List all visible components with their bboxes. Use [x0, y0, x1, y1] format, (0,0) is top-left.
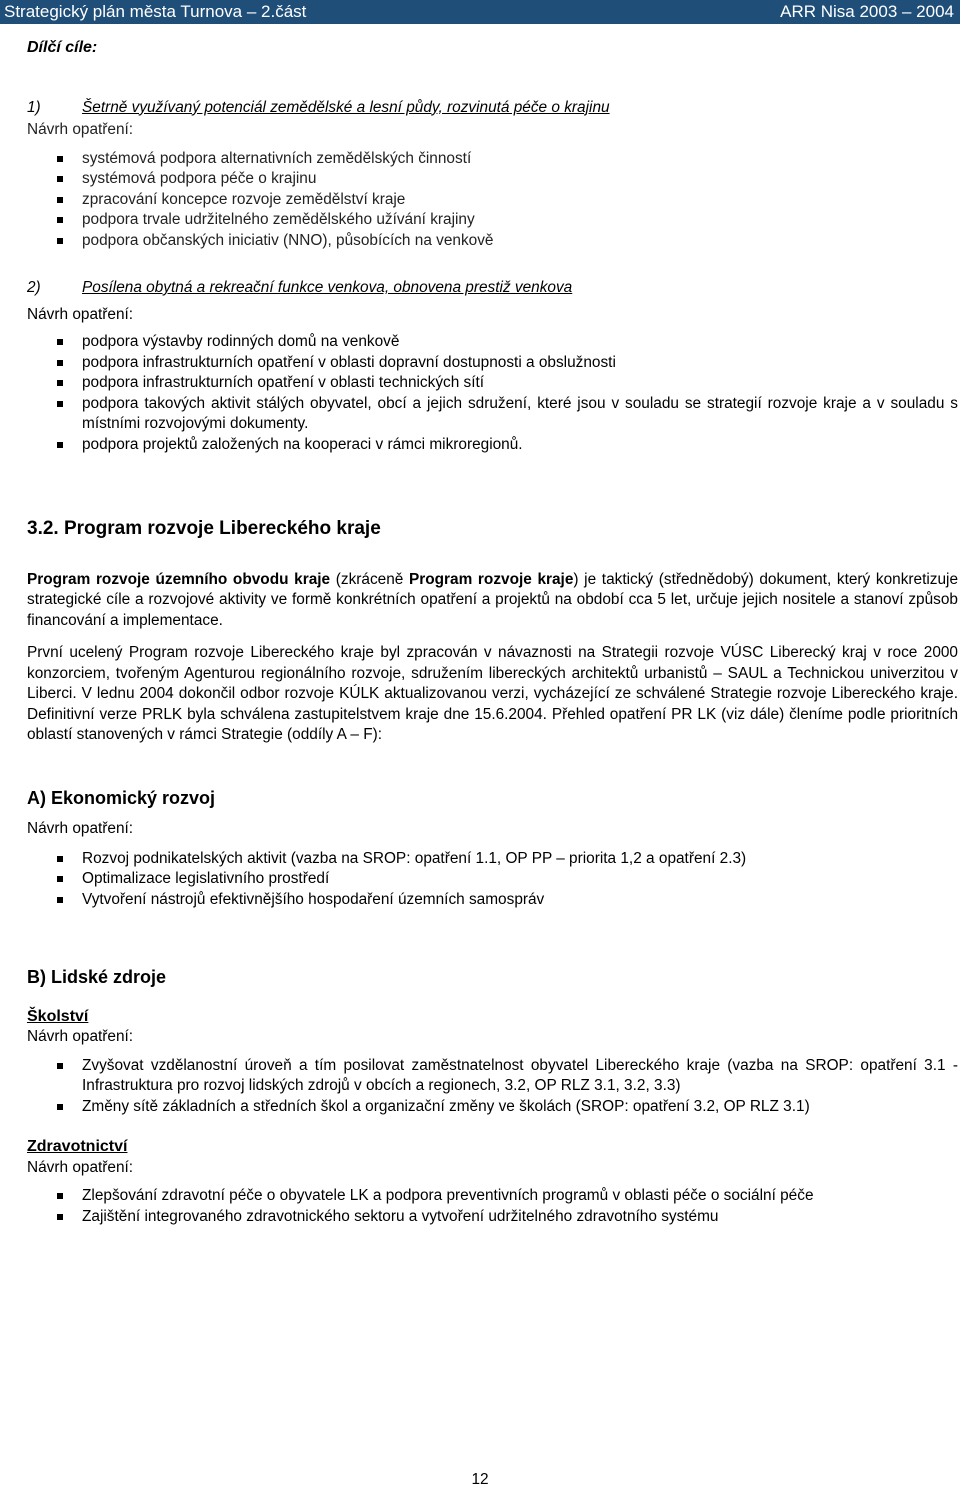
section-a-measures-label: Návrh opatření: [27, 820, 134, 837]
goal-2-measures-label: Návrh opatření: [27, 305, 134, 323]
list-item: Optimalizace legislativního prostředí [27, 869, 958, 890]
skolstvi-measures-list [27, 1056, 958, 1118]
skolstvi-heading: Školství [27, 1007, 89, 1025]
goal-1-measures-list [27, 149, 958, 252]
skolstvi-measures-label: Návrh opatření: [27, 1028, 134, 1045]
list-item: podpora infrastrukturních opatření v oblasti dopravní dostupnosti a obslužnosti [27, 353, 958, 374]
header-author-years: ARR Nisa 2003 – 2004 [780, 2, 954, 21]
dilci-cile-heading: Dílčí cíle: [27, 39, 98, 56]
list-item: podpora infrastrukturních opatření v oblasti technických sítí [27, 373, 958, 394]
zdravotnictvi-measures-list [27, 1186, 958, 1227]
list-item: Zvyšovat vzdělanostní úroveň a tím posilovat zaměstnatelnost obyvatel Libereckého kraje (vazba na SROP: opatření 3.1 - Infrastruktura pro rozvoj lidských zdrojů v obcích a regionech, 3.2, OP RLZ 3.1, 3.2, 3.3) [27, 1056, 958, 1097]
list-item: systémová podpora alternativních zemědělských činností [27, 149, 958, 170]
zdravotnictvi-measures-label: Návrh opatření: [27, 1158, 134, 1176]
list-item: Vytvoření nástrojů efektivnějšího hospodaření územních samospráv [27, 890, 958, 911]
zdravotnictvi-heading: Zdravotnictví [27, 1138, 128, 1155]
header-document-title: Strategický plán města Turnova – 2.část [4, 2, 307, 21]
list-item: podpora takových aktivit stálých obyvatel, obcí a jejich sdružení, které jsou v souladu se strategií rozvoje kraje a v souladu s místními rozvojovými dokumenty. [27, 394, 958, 435]
list-item: Zlepšování zdravotní péče o obyvatele LK a podpora preventivních programů v oblasti péče o sociální péče [27, 1186, 958, 1207]
list-item: zpracování koncepce rozvoje zemědělství kraje [27, 190, 958, 211]
paragraph-program-definition [27, 570, 958, 632]
list-item: Změny sítě základních a středních škol a organizační změny ve školách (SROP: opatření 3.2, OP RLZ 3.1) [27, 1097, 958, 1118]
term-program-uzemniho-obvodu: Program rozvoje územního obvodu kraje [27, 570, 331, 588]
page-number: 12 [471, 1471, 489, 1488]
list-item: Zajištění integrovaného zdravotnického sektoru a vytvoření udržitelného zdravotního systému [27, 1207, 958, 1228]
goal-2-text: Posílena obytná a rekreační funkce venkova, obnovena prestiž venkova [82, 279, 573, 296]
goal-1-measures-label: Návrh opatření: [27, 121, 134, 138]
paragraph-text: ) je taktický (střednědobý) dokument, který konkretizuje strategické cíle a rozvojové aktivity ve formě konkrétních opatření a projektů na období cca 5 let, určuje jejich nositele a stanoví způsob financování a implementace. [27, 570, 959, 629]
goal-1-number: 1) [27, 98, 41, 116]
list-item: podpora projektů založených na kooperaci v rámci mikroregionů. [27, 435, 958, 456]
section-3-2-heading: 3.2. Program rozvoje Libereckého kraje [27, 518, 381, 539]
section-a-measures-list [27, 849, 958, 911]
goal-2-number: 2) [27, 279, 41, 296]
goal-2-title [27, 278, 958, 299]
list-item: Rozvoj podnikatelských aktivit (vazba na SROP: opatření 1.1, OP PP – priorita 1,2 a opatření 2.3) [27, 849, 958, 870]
list-item: podpora trvale udržitelného zemědělského užívání krajiny [27, 210, 958, 231]
page-header [0, 0, 960, 24]
goal-1-title [27, 98, 958, 119]
list-item: podpora občanských iniciativ (NNO), působících na venkově [27, 231, 958, 252]
paragraph-program-history: První ucelený Program rozvoje Libereckého kraje byl zpracován v návaznosti na Strategii rozvoje VÚSC Liberecký kraj v roce 2000 konzorciem, tvořeným Agenturou regionálního rozvoje, sdružením libereckých architektů urbanistů – SAUL a Technickou univerzitou v Liberci. V lednu 2004 dokončil odbor rozvoje KÚLK aktualizovanou verzi, vycházející ze schválené Strategie rozvoje Libereckého kraje. Definitivní verze PRLK byla schválena zastupitelstvem kraje dne 15.6.2004. Přehled opatření PR LK (viz dále) členíme podle prioritních oblastí stanovených v rámci Strategie (oddíly A – F): [27, 644, 958, 743]
list-item: systémová podpora péče o krajinu [27, 169, 958, 190]
document-body [27, 38, 958, 1227]
paragraph-text: (zkráceně [330, 570, 409, 588]
section-a-heading: A) Ekonomický rozvoj [27, 787, 216, 808]
goal-1-text: Šetrně využívaný potenciál zemědělské a lesní půdy, rozvinutá péče o krajinu [82, 98, 610, 116]
section-b-heading: B) Lidské zdroje [27, 967, 167, 987]
term-program-rozvoje-kraje: Program rozvoje kraje [408, 570, 574, 588]
list-item: podpora výstavby rodinných domů na venkově [27, 332, 958, 353]
goal-2-measures-list [27, 332, 958, 455]
